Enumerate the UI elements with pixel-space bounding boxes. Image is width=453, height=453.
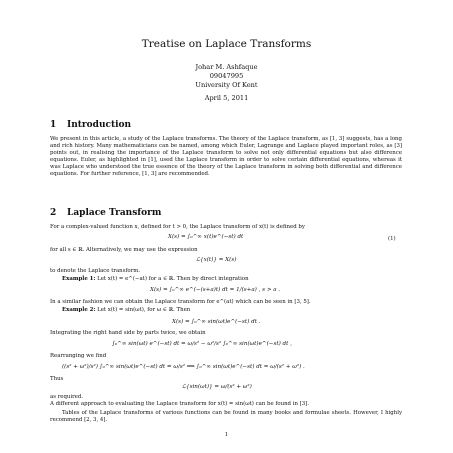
as-required-text: as required. [50,394,84,400]
equation-4: X(s) = ∫₀^∞ sin(ωt)e^(−st) dt . [172,319,261,325]
laplace-definition-text: For a complex-valued function x, defined for t > 0, the Laplace transform of x(t) is defined by [50,224,305,230]
author-affiliation: University Of Kent [195,81,258,89]
equation-7: ℒ{sin(ωt)} = ω/(s² + ω²) [182,384,252,390]
tables-paragraph: Tables of the Laplace transforms of various functions can be found in many books and formulae sheets. However, I highly recommend [2, 3, 4]. [50,410,402,424]
example-2 [62,307,190,313]
section-2-number: 2 [50,208,57,218]
section-1-heading [50,120,131,130]
section-2-heading [50,208,161,218]
author-name: Johar M. Ashfaque [195,63,258,71]
denote-text: to denote the Laplace transform. [50,268,141,274]
equation-5: ∫₀^∞ sin(ωt) e^(−st) dt = ω/s² − ω²/s² ∫₀^∞ sin(ωt)e^(−st) dt , [112,341,292,347]
introduction-paragraph: We present in this article, a study of the Laplace transforms. The theory of the Laplace transform, as [1, 3] suggests, has a long and rich history. Many mathematicians can be named, among which Euler, Lagrange and Laplace played important roles, as [3] points out, in realising the importance of the Laplace transform to solve not only differential equations but also difference equations. Euler, as highlighted in [1], used the Laplace transform in order to solve certain differential equations, whereas it was Laplace who understood the true essence of the theory of the Laplace transform in solving both differential and difference equations. For further reference, [1, 3] are recommended. [50,136,402,178]
different-approach-text: A different approach to evaluating the Laplace transform for x(t) = sin(ωt) can be found in [3]. [50,401,309,407]
alternative-expression-text: for all s ∈ ℝ. Alternatively, we may use the expression [50,247,198,253]
example-2-text: Let x(t) = sin(ωt), for ω ∈ ℝ. Then [97,307,191,313]
section-1-title: Introduction [67,120,132,130]
equation-1: X(s) = ∫₀^∞ x(t)e^(−st) dt [168,234,244,240]
equation-2: ℒ{x(t)} = X(s) [196,257,237,263]
example-1-label: Example 1: [62,276,96,282]
equation-3: X(s) = ∫₀^∞ e^(−(s+a)t) dt = 1/(s+a) , s > a . [150,287,281,293]
example-1-text: Let x(t) = e^(−at) for a ∈ ℝ. Then by direct integration [97,276,249,282]
similar-fashion-text: In a similar fashion we can obtain the Laplace transform for e^(at) which can be seen in [3, 5]. [50,299,311,305]
paper-title: Treatise on Laplace Transforms [141,38,312,50]
example-1 [62,276,249,282]
section-2-title: Laplace Transform [67,208,162,218]
equation-6: ((s² + ω²)/s²) ∫₀^∞ sin(ωt)e^(−st) dt = ω/s² ⟹ ∫₀^∞ sin(ωt)e^(−st) dt = ω/(s² + ω²) . [62,364,305,370]
rearranging-text: Rearranging we find [50,353,107,359]
integration-by-parts-text: Integrating the right hand side by parts twice, we obtain [50,330,206,336]
example-2-label: Example 2: [62,307,96,313]
equation-1-number: (1) [388,236,396,242]
section-1-number: 1 [50,120,57,130]
thus-text: Thus [50,376,64,382]
author-id: 09047995 [209,72,244,80]
page-number: 1 [224,432,229,438]
paper-date: April 5, 2011 [204,94,249,102]
